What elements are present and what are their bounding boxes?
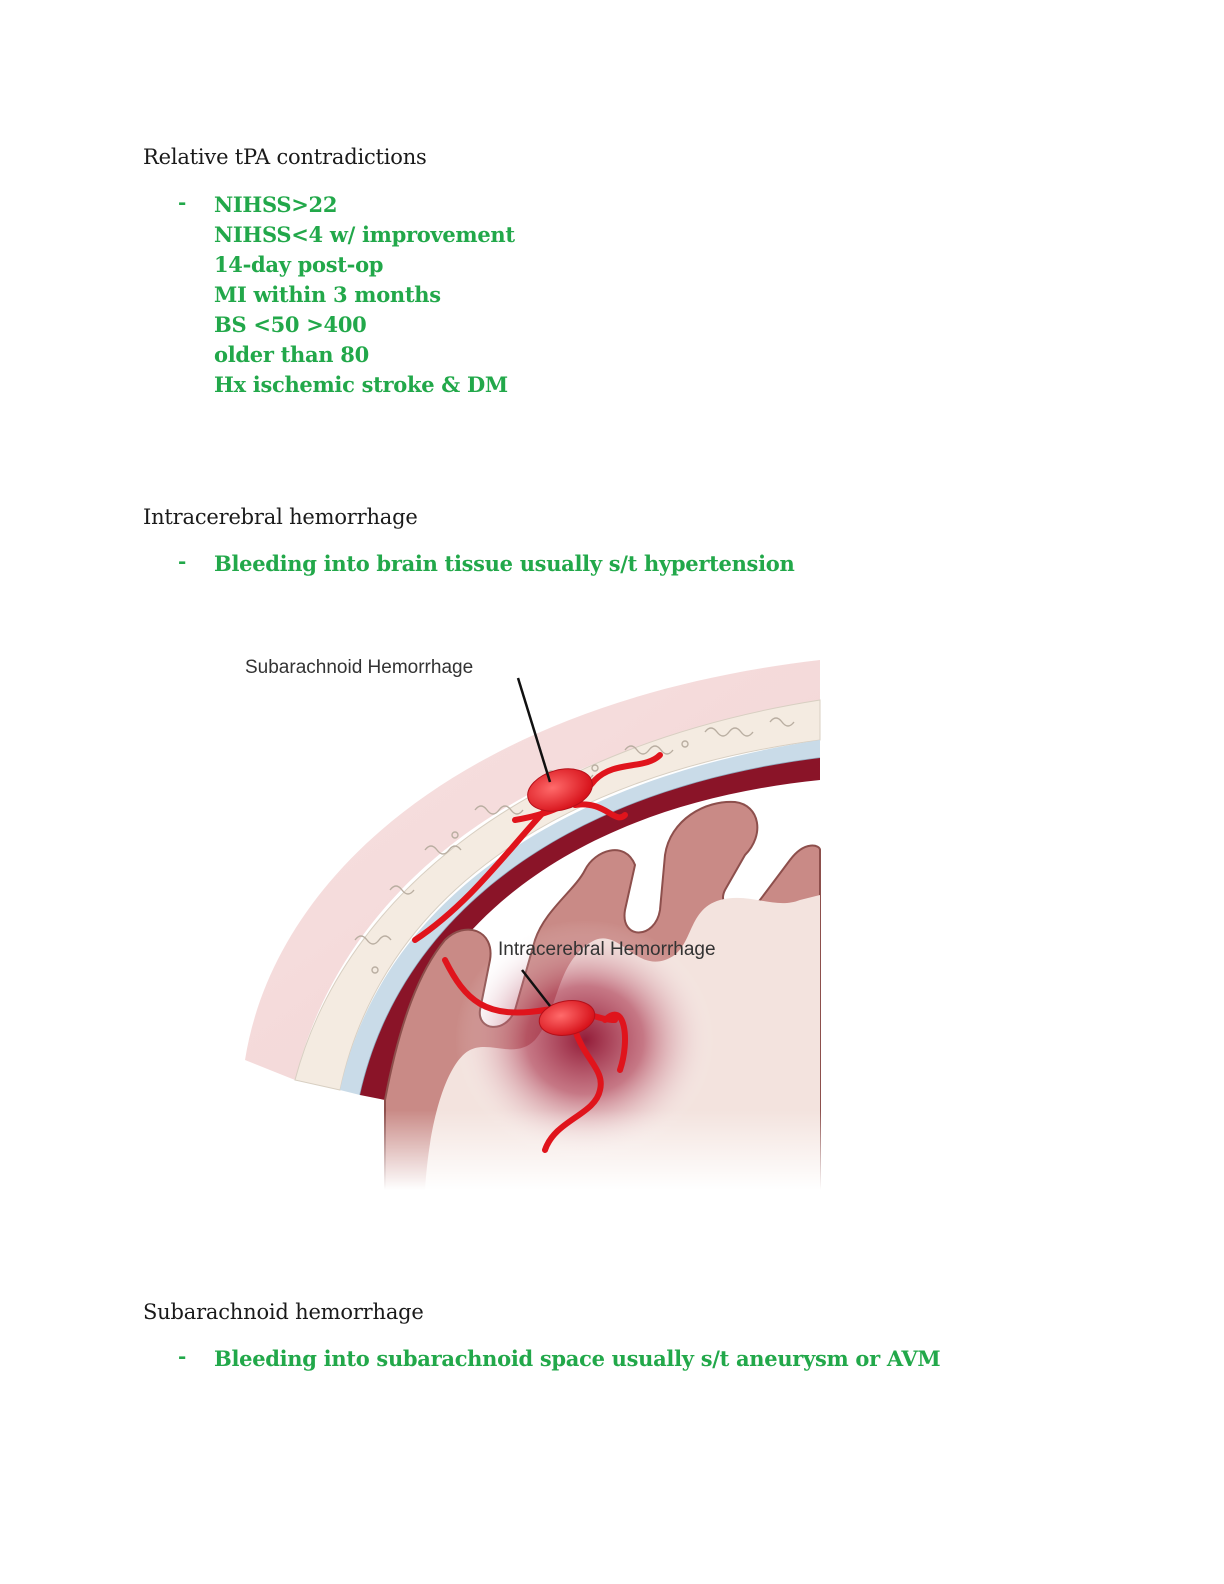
list-item: MI within 3 months (214, 282, 441, 307)
list-item: Bleeding into brain tissue usually s/t hypertension (214, 551, 795, 576)
heading-subarachnoid: Subarachnoid hemorrhage (143, 1300, 424, 1324)
bullet-lines (214, 190, 1034, 400)
list-item: Hx ischemic stroke & DM (214, 372, 508, 397)
bullet-lines (214, 549, 1034, 579)
list-item: BS <50 >400 (214, 312, 367, 337)
heading-relative-tpa: Relative tPA contradictions (143, 145, 427, 169)
label-intracerebral-hemorrhage: Intracerebral Hemorrhage (498, 939, 716, 960)
list-item: NIHSS>22 (214, 192, 338, 217)
bullet-lines (214, 1344, 1034, 1374)
bullet-dash: - (178, 549, 187, 573)
label-subarachnoid-hemorrhage: Subarachnoid Hemorrhage (245, 657, 474, 678)
bullet-dash: - (178, 1344, 187, 1368)
list-item: older than 80 (214, 342, 369, 367)
list-item: Bleeding into subarachnoid space usually s/t aneurysm or AVM (214, 1346, 941, 1371)
brain-cross-section-diagram (215, 640, 830, 1190)
list-item: NIHSS<4 w/ improvement (214, 222, 515, 247)
heading-intracerebral: Intracerebral hemorrhage (143, 505, 418, 529)
hemorrhage-illustration (215, 640, 830, 1190)
bullet-dash: - (178, 190, 187, 214)
list-item: 14-day post-op (214, 252, 384, 277)
